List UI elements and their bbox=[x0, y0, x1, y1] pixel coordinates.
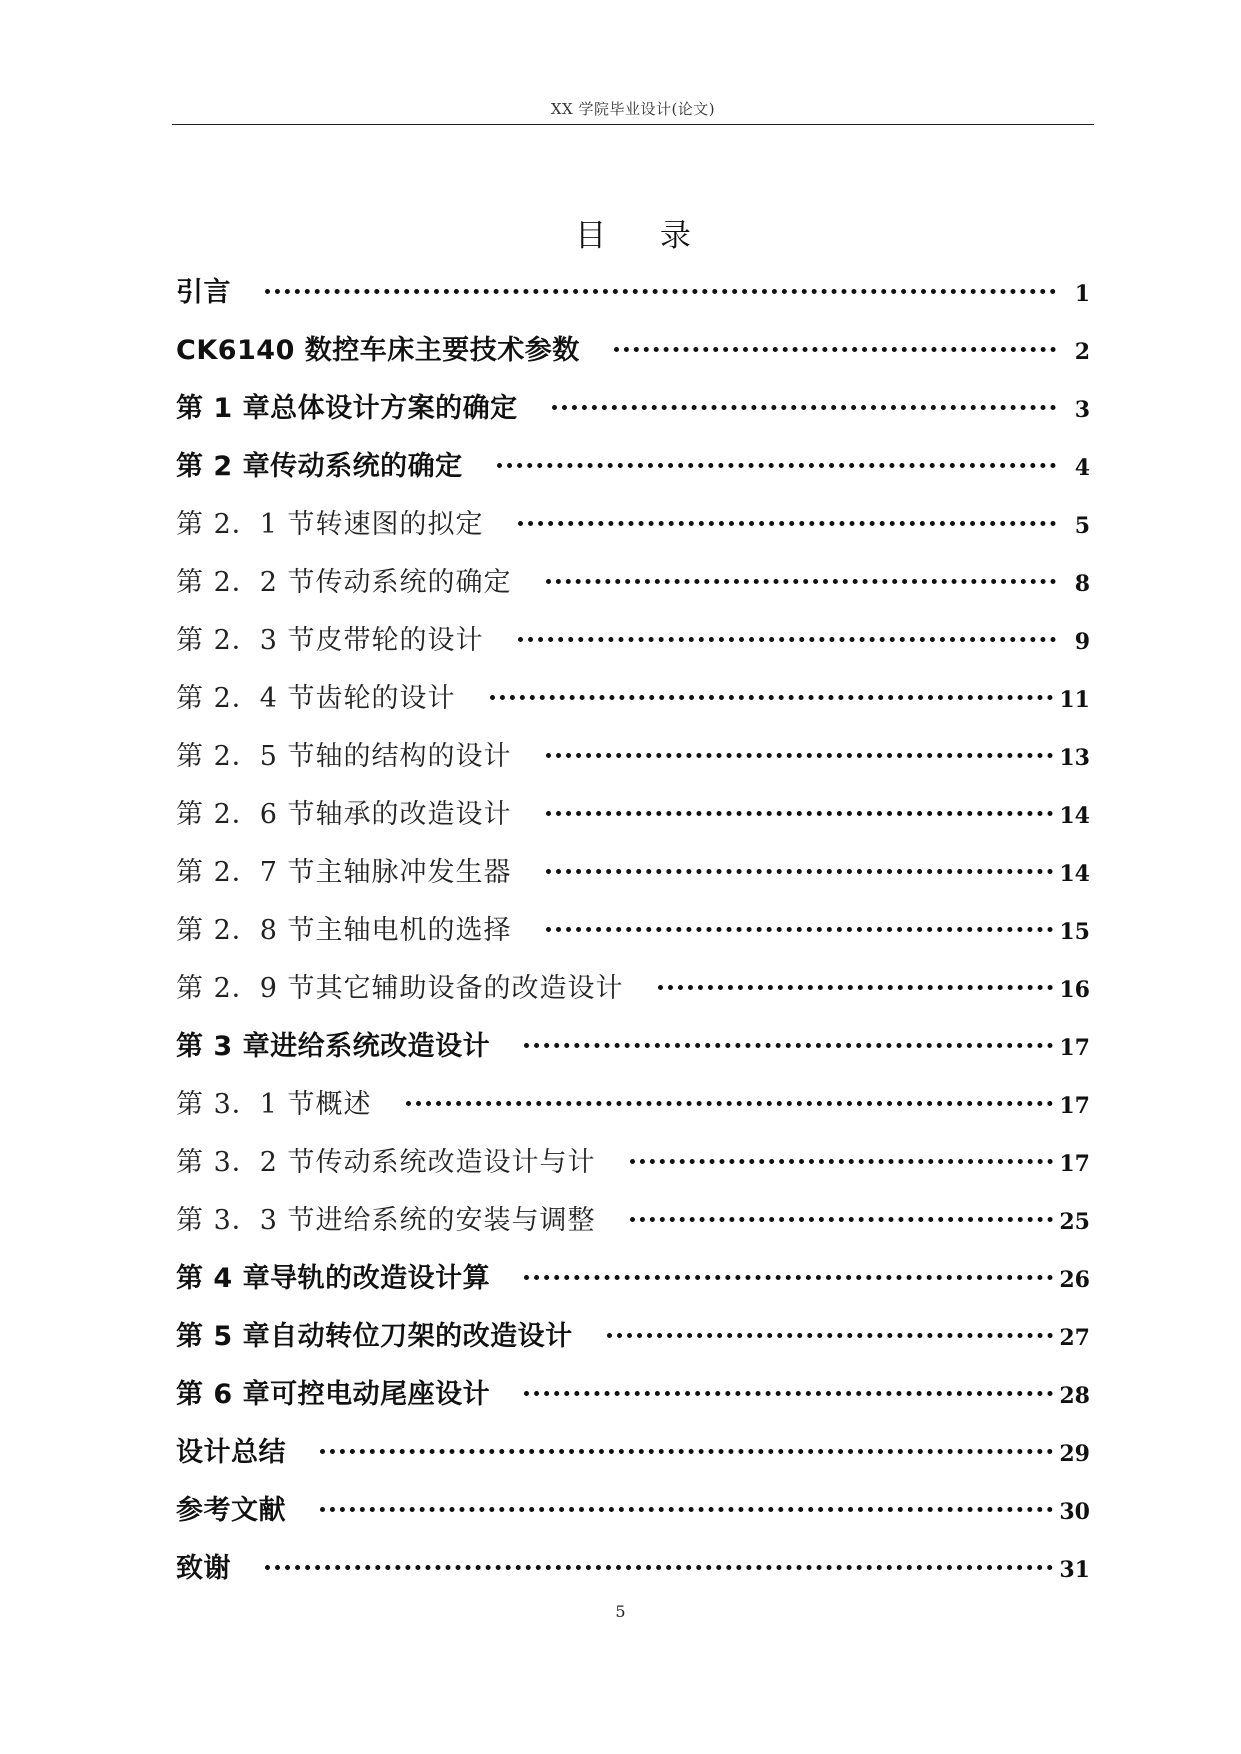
toc-dot-leader bbox=[497, 463, 1056, 468]
toc-entry[interactable] bbox=[176, 678, 1090, 736]
toc-entry-label: 第 2．7 节主轴脉冲发生器 bbox=[176, 857, 512, 888]
toc-entry[interactable] bbox=[176, 1490, 1090, 1548]
toc-entry-label: 第 2 章传动系统的确定 bbox=[176, 451, 463, 482]
toc-entry-label: 第 5 章自动转位刀架的改造设计 bbox=[176, 1321, 573, 1352]
toc-entry-label: 引言 bbox=[176, 277, 231, 308]
toc-entry-page: 31 bbox=[1059, 1557, 1090, 1583]
toc-entry[interactable] bbox=[176, 620, 1090, 678]
toc-entry-page: 14 bbox=[1059, 803, 1090, 829]
toc-dot-leader bbox=[607, 1333, 1054, 1338]
toc-dot-leader bbox=[265, 1565, 1053, 1570]
toc-entry-page: 9 bbox=[1074, 629, 1090, 655]
toc-entry-page: 11 bbox=[1059, 687, 1090, 713]
toc-entry[interactable] bbox=[176, 794, 1090, 852]
toc-entry-label: 第 2．5 节轴的结构的设计 bbox=[176, 741, 512, 772]
header-rule bbox=[172, 124, 1094, 125]
toc-dot-leader bbox=[406, 1101, 1054, 1106]
toc-entry-page: 17 bbox=[1059, 1151, 1090, 1177]
toc-entry-label: 第 3．1 节概述 bbox=[176, 1089, 372, 1120]
toc-dot-leader bbox=[546, 811, 1054, 816]
toc-entry-page: 17 bbox=[1059, 1093, 1090, 1119]
toc-entry-label: 第 3 章进给系统改造设计 bbox=[176, 1031, 491, 1062]
toc-entry-label: 第 6 章可控电动尾座设计 bbox=[176, 1379, 491, 1410]
toc-entry[interactable] bbox=[176, 272, 1090, 330]
toc-dot-leader bbox=[524, 1043, 1053, 1048]
toc-entry-page: 16 bbox=[1059, 977, 1090, 1003]
toc-entry[interactable] bbox=[176, 1374, 1090, 1432]
toc-dot-leader bbox=[546, 579, 1056, 584]
toc-entry-page: 14 bbox=[1059, 861, 1090, 887]
toc-dot-leader bbox=[320, 1507, 1053, 1512]
toc-entry[interactable] bbox=[176, 562, 1090, 620]
toc-entry[interactable] bbox=[176, 1548, 1090, 1606]
toc-entry-label: 第 2．6 节轴承的改造设计 bbox=[176, 799, 512, 830]
toc-entry-page: 30 bbox=[1059, 1499, 1090, 1525]
toc-entry-page: 5 bbox=[1074, 513, 1090, 539]
toc-entry[interactable] bbox=[176, 1200, 1090, 1258]
toc-title: 目 录 bbox=[575, 218, 713, 254]
toc-entry-label: 第 4 章导轨的改造设计算 bbox=[176, 1263, 491, 1294]
toc-entry-page: 8 bbox=[1074, 571, 1090, 597]
toc-entry-label: 致谢 bbox=[176, 1553, 231, 1584]
toc-dot-leader bbox=[546, 927, 1054, 932]
toc-entry-page: 2 bbox=[1074, 339, 1090, 365]
toc-entry[interactable] bbox=[176, 388, 1090, 446]
toc-dot-leader bbox=[320, 1449, 1053, 1454]
toc-entry-label: 第 3．2 节传动系统改造设计与计 bbox=[176, 1147, 596, 1178]
toc-dot-leader bbox=[614, 347, 1056, 352]
toc-entry[interactable] bbox=[176, 504, 1090, 562]
toc-entry[interactable] bbox=[176, 1432, 1090, 1490]
toc-entry-label: 参考文献 bbox=[176, 1495, 286, 1526]
toc-dot-leader bbox=[546, 869, 1054, 874]
toc-entry[interactable] bbox=[176, 968, 1090, 1026]
toc-entry-label: 第 2．1 节转速图的拟定 bbox=[176, 509, 484, 540]
toc-dot-leader bbox=[630, 1217, 1054, 1222]
toc-entry-page: 17 bbox=[1059, 1035, 1090, 1061]
toc-entry-label: 第 2．8 节主轴电机的选择 bbox=[176, 915, 512, 946]
toc-entry[interactable] bbox=[176, 1026, 1090, 1084]
toc-entry-page: 3 bbox=[1074, 397, 1090, 423]
toc-entry[interactable] bbox=[176, 736, 1090, 794]
toc-entry-page: 13 bbox=[1059, 745, 1090, 771]
toc-dot-leader bbox=[552, 405, 1056, 410]
toc-entry-page: 26 bbox=[1059, 1267, 1090, 1293]
toc-entry[interactable] bbox=[176, 1258, 1090, 1316]
toc-entry[interactable] bbox=[176, 852, 1090, 910]
toc-entry-label: 第 2．2 节传动系统的确定 bbox=[176, 567, 512, 598]
toc-entry-label: 第 3．3 节进给系统的安装与调整 bbox=[176, 1205, 596, 1236]
toc-entry-page: 28 bbox=[1059, 1383, 1090, 1409]
toc-dot-leader bbox=[630, 1159, 1054, 1164]
toc-entry[interactable] bbox=[176, 1084, 1090, 1142]
toc-entry-label: 第 2．9 节其它辅助设备的改造设计 bbox=[176, 973, 624, 1004]
toc-entry[interactable] bbox=[176, 330, 1090, 388]
toc-entry[interactable] bbox=[176, 910, 1090, 968]
toc-dot-leader bbox=[524, 1391, 1053, 1396]
toc-dot-leader bbox=[518, 521, 1056, 526]
toc-dot-leader bbox=[518, 637, 1056, 642]
running-header: XX 学院毕业设计(论文) bbox=[550, 100, 716, 118]
page-number: 5 bbox=[615, 1602, 626, 1621]
toc-entry-page: 4 bbox=[1074, 455, 1090, 481]
toc-entry-label: 第 2．4 节齿轮的设计 bbox=[176, 683, 456, 714]
toc-entry-label: 第 2．3 节皮带轮的设计 bbox=[176, 625, 484, 656]
toc-entry-label: 第 1 章总体设计方案的确定 bbox=[176, 393, 518, 424]
toc-dot-leader bbox=[546, 753, 1054, 758]
toc-entry-page: 25 bbox=[1059, 1209, 1090, 1235]
toc-dot-leader bbox=[490, 695, 1054, 700]
toc-entry-page: 29 bbox=[1059, 1441, 1090, 1467]
toc-entry-label: CK6140 数控车床主要技术参数 bbox=[176, 335, 580, 366]
toc-entry-label: 设计总结 bbox=[176, 1437, 286, 1468]
toc-entry[interactable] bbox=[176, 1142, 1090, 1200]
toc-entry[interactable] bbox=[176, 446, 1090, 504]
toc-dot-leader bbox=[658, 985, 1054, 990]
toc-dot-leader bbox=[265, 289, 1056, 294]
toc-entry-page: 27 bbox=[1059, 1325, 1090, 1351]
table-of-contents bbox=[176, 272, 1090, 1606]
toc-dot-leader bbox=[524, 1275, 1053, 1280]
toc-entry-page: 1 bbox=[1074, 281, 1090, 307]
toc-entry[interactable] bbox=[176, 1316, 1090, 1374]
toc-entry-page: 15 bbox=[1059, 919, 1090, 945]
